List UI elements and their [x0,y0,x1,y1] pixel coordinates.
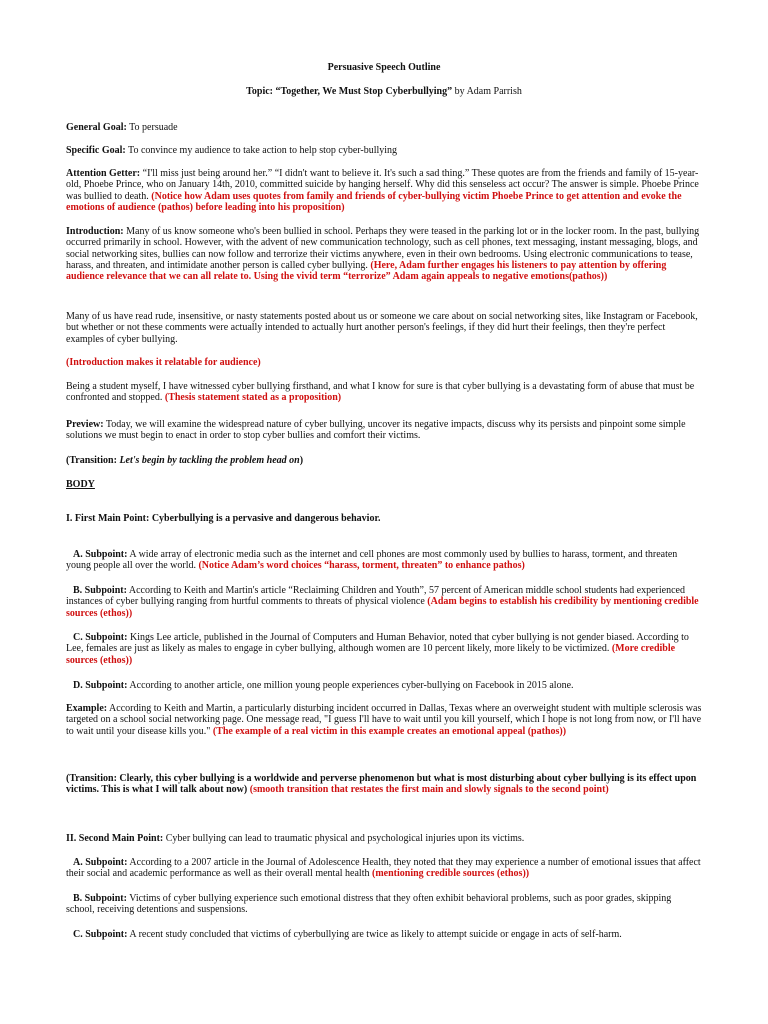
subpoint-1c [66,632,702,666]
subpoint-1c-note: (More credible sources (ethos)) [66,643,676,666]
subpoint-1b-text: According to Keith and Martin's article “Reclaiming Children and Youth”, 57 percent of American middle school students had experienced instances of cyber bullying ranging from hurtful comments to threats of physical violence [66,585,685,608]
subpoint-2b [66,893,702,916]
main-point-2 [66,833,702,844]
specific-goal [66,145,702,156]
example [66,703,702,737]
subpoint-1b [66,585,702,619]
topic-label: Topic: [246,86,274,97]
attention-note: (Notice how Adam uses quotes from family and friends of cyber-bullying victim Phoebe Prince to get attention and evoke the emotions of audience (pathos) before leading into his proposition) [66,190,682,213]
thesis-text: Being a student myself, I have witnessed cyber bullying firsthand, and what I know for sure is that cyber bullying is a devastating form of abuse that must be confronted and stopped. [66,381,695,404]
general-goal [66,122,702,133]
introduction [66,226,702,282]
introduction-text: Many of us know someone who's been bullied in school. Perhaps they were teased in the parking lot or in the locker room. In the past, bullying occurred primarily in school. However, with the advent of new communication technology, such as cell phones, text messaging, instant messaging, blogs, and social networking sites, bullies can now follow and terrorize their victims anywhere, even in their own bedrooms. Using electronic communications to tease, harass, and threaten, and intimidate another person is called cyber bullying. [66,226,700,271]
topic-author: by Adam Parrish [452,86,522,97]
preview-label: Preview: [66,419,104,430]
subpoint-1d-text: According to another article, one million young people experiences cyber-bullying on Facebook in 2015 alone. [127,680,574,691]
document-title: Persuasive Speech Outline [327,62,441,73]
example-note: (The example of a real victim in this example creates an emotional appeal (pathos)) [212,725,567,737]
topic-text: “Together, We Must Stop Cyberbullying” [275,86,453,97]
body-heading-text: BODY [66,479,95,490]
main-point-1-text: I. First Main Point: Cyberbullying is a pervasive and dangerous behavior. [66,513,381,524]
example-text: According to Keith and Martin, a particularly disturbing incident occurred in Dallas, Texas where an overweight student with multiple sclerosis was targeted on a school social networking page. One message read, "I guess I'll have to wait until you kill yourself, which I hope is not long from now, or I'll have to wait until your disease kills you." [66,703,702,737]
introduction-note: (Here, Adam further engages his listeners to pay attention by offering audience relevance that we can all relate to. Using the vivid term “terrorize” Adam again appeals to negative emotions(pathos)) [66,259,667,283]
subpoint-1d-label: D. Subpoint: [73,680,128,691]
preview [66,419,702,442]
specific-goal-text: To convince my audience to take action to help stop cyber-bullying [125,145,398,156]
general-goal-label: General Goal: [66,122,127,133]
topic-line [66,86,702,97]
subpoint-2c-text: A recent study concluded that victims of cyberbullying are twice as likely to attempt suicide or engage in acts of self-harm. [127,929,622,940]
subpoint-2b-label: B. Subpoint: [73,893,127,904]
specific-goal-label: Specific Goal: [66,145,126,156]
subpoint-2a-note: (mentioning credible sources (ethos)) [371,868,530,880]
thesis-note: (Thesis statement stated as a proposition) [164,392,342,404]
subpoint-1a [66,549,702,572]
transition-1 [66,455,702,466]
subpoint-1b-label: B. Subpoint: [73,585,127,596]
subpoint-1a-note: (Notice Adam’s word choices “harass, torment, threaten” to enhance pathos) [198,560,525,572]
subpoint-2c [66,929,702,940]
main-point-1 [66,513,702,524]
transition-2 [66,773,702,796]
subpoint-2a [66,857,702,880]
transition-1-label: (Transition: [66,455,120,466]
subpoint-1c-text: Kings Lee article, published in the Journal of Computers and Human Behavior, noted that cyber bullying is not gender biased. According to Lee, females are just as likely as males to engage in cyber bullying, although women are 10 percent likely, more likely to be victimized. [66,632,689,655]
subpoint-2a-label: A. Subpoint: [73,857,128,868]
main-point-2-text: Cyber bullying can lead to traumatic physical and psychological injuries upon its victims. [163,833,525,844]
main-point-2-label: II. Second Main Point: [66,833,164,844]
thesis [66,381,702,404]
transition-2-text: (Transition: Clearly, this cyber bullying is a worldwide and perverse phenomenon but what is most disturbing about cyber bullying is its effect upon victims. This is what I will talk about now) [66,773,697,796]
subpoint-1d [66,680,702,691]
subpoint-1a-text: A wide array of electronic media such as the internet and cell phones are most commonly used by bullies to harass, torment, and threaten young people all over the world. [66,549,678,572]
subpoint-1c-label: C. Subpoint: [73,632,128,643]
subpoint-2b-text: Victims of cyber bullying experience such emotional distress that they often exhibit behavioral problems, such as poor grades, skipping school, receiving detentions and suspensions. [66,893,672,916]
subpoint-1a-label: A. Subpoint: [73,549,128,560]
general-goal-text: To persuade [126,122,178,133]
body-heading [66,479,702,490]
attention-getter [66,168,702,213]
introduction-label: Introduction: [66,226,124,237]
subpoint-2a-text: According to a 2007 article in the Journal of Adolescence Health, they noted that they may experience a number of emotional issues that affect their social and academic performance as well as their overall mental health [66,857,701,880]
preview-text: Today, we will examine the widespread nature of cyber bullying, uncover its negative impacts, discuss why its persists and pinpoint some simple solutions we must begin to enact in order to stop cyber bullies and comfort their victims. [66,419,686,442]
example-label: Example: [66,703,108,714]
transition-1-text: Let's begin by tackling the problem head on [119,455,300,466]
attention-text: “I'll miss just being around her.” “I didn't want to believe it. It's such a sad thing.” These quotes are from the friends and family of 15-year-old, Phoebe Prince, who on January 14th, 2010, committed suicide by hanging herself. Why did this senseless act occur? The answer is simple. Phoebe Prince was bullied to death. [66,168,699,202]
introduction-relatable-note [66,357,702,368]
subpoint-1b-note: (Adam begins to establish his credibility by mentioning credible sources (ethos)) [66,596,699,619]
intro-note: (Introduction makes it relatable for audience) [66,357,261,368]
transition-2-note: (smooth transition that restates the first main and slowly signals to the second point) [249,784,609,796]
subpoint-2c-label: C. Subpoint: [73,929,128,940]
paragraph-many-of-us: Many of us have read rude, insensitive, or nasty statements posted about us or someone we care about on social networking sites, like Instagram or Facebook, but whether or not these comments were actually intended to actually hurt another person's feelings, if they did hurt their feelings, then they're perfect examples of cyber bullying. [66,311,698,345]
transition-1-end: ) [299,455,304,466]
attention-label: Attention Getter: [66,168,141,179]
